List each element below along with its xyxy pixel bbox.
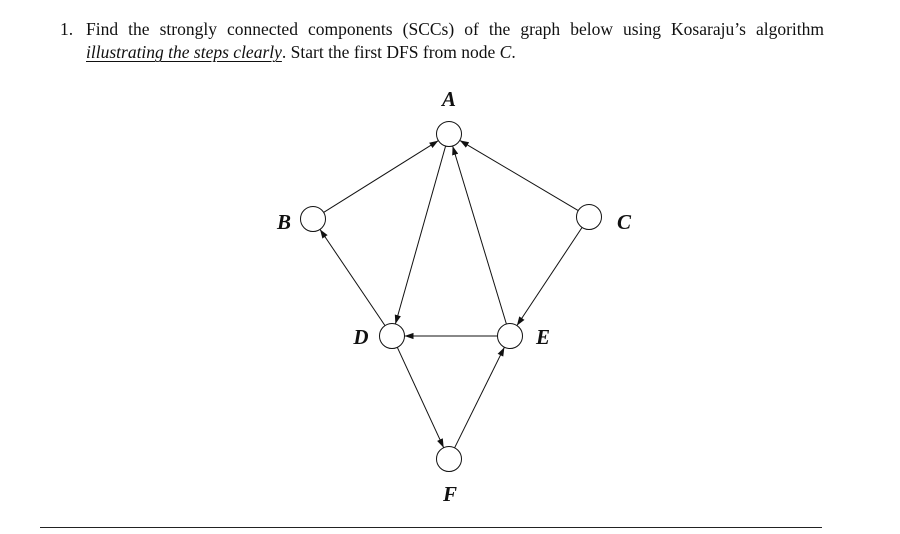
node-label-f: F	[442, 482, 458, 506]
edge-b-to-a	[324, 141, 439, 213]
edge-e-to-a	[453, 146, 507, 324]
problem-end-period: .	[511, 42, 516, 62]
node-label-d: D	[353, 325, 369, 349]
node-c	[577, 205, 602, 230]
node-e	[498, 324, 523, 349]
problem-number: 1.	[60, 19, 74, 39]
node-label-b: B	[276, 210, 292, 234]
node-a	[437, 122, 462, 147]
edge-d-to-b	[320, 229, 385, 325]
node-label-a: A	[441, 87, 457, 111]
problem-emphasis: illustrating the steps clearly	[86, 42, 282, 62]
edge-d-to-f	[397, 347, 443, 447]
problem-text-line-1: Find the strongly connected components (SCCs) of the graph below using Kosaraju’s algorithm	[86, 19, 824, 39]
node-b	[301, 207, 326, 232]
bottom-rule	[40, 527, 822, 528]
edge-layer	[320, 140, 582, 447]
edge-c-to-a	[460, 140, 578, 210]
problem-text-continuation: . Start the first DFS from node	[281, 42, 500, 62]
node-label-e: E	[535, 325, 551, 349]
edge-c-to-e	[517, 227, 582, 325]
node-label-c: C	[616, 210, 632, 234]
node-d	[380, 324, 405, 349]
start-node-reference: C	[499, 42, 512, 62]
edge-a-to-d	[395, 146, 445, 324]
node-f	[437, 447, 462, 472]
node-layer	[301, 122, 602, 472]
edge-f-to-e	[455, 347, 505, 448]
